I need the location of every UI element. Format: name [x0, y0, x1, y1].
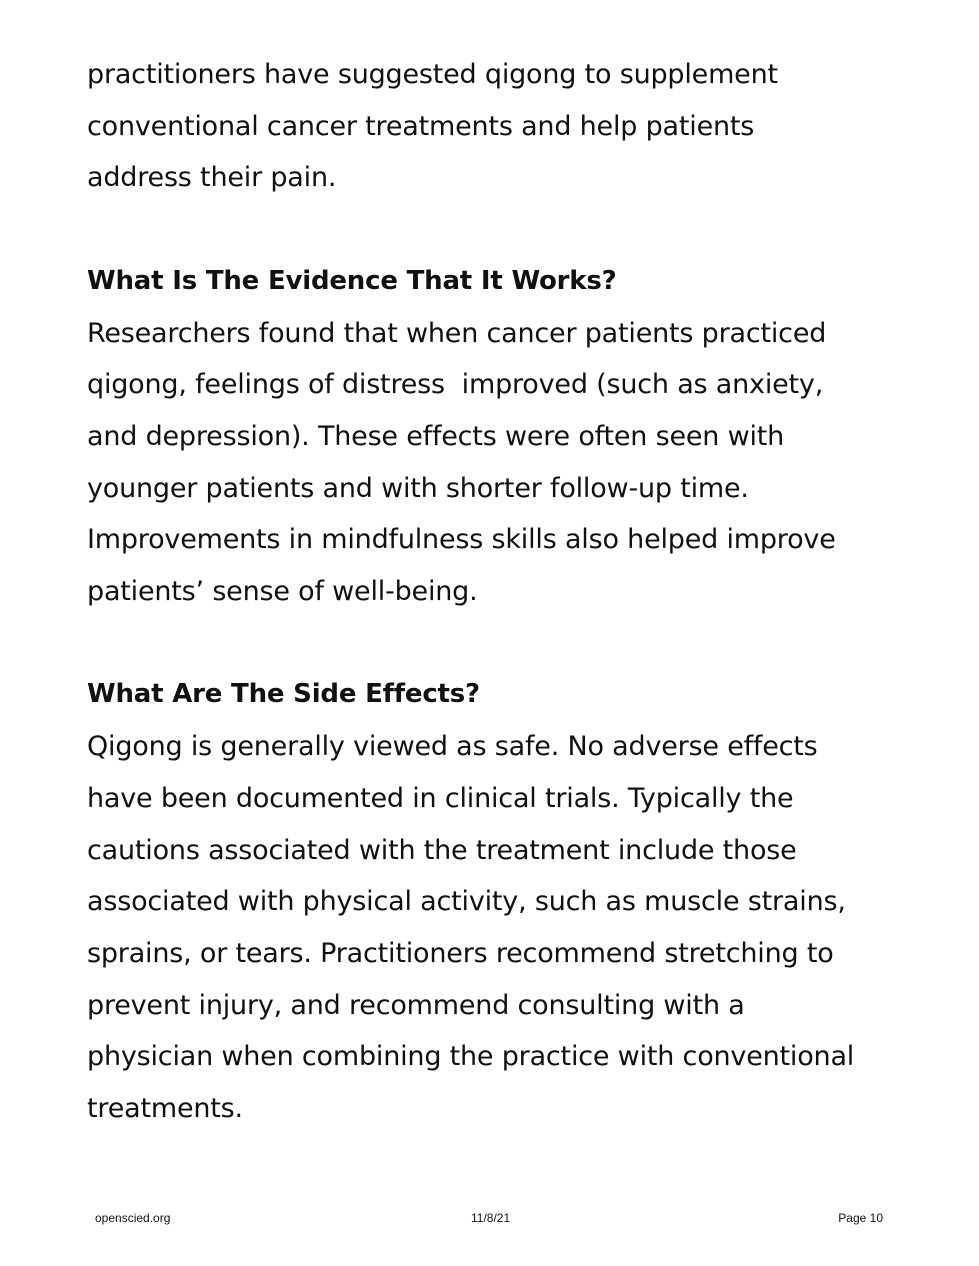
text-line: cautions associated with the treatment include those — [87, 834, 797, 866]
text-line: qigong, feelings of distress improved (such as anxiety, — [87, 369, 824, 401]
evidence-paragraph — [87, 308, 907, 618]
text-line: conventional cancer treatments and help patients — [87, 110, 755, 142]
text-line: Improvements in mindfulness skills also helped improve — [87, 524, 836, 556]
text-line: younger patients and with shorter follow-up time. — [87, 472, 749, 504]
text-line: address their pain. — [87, 162, 337, 194]
text-line: associated with physical activity, such as muscle strains, — [87, 886, 846, 918]
footer-site: openscied.org — [95, 1211, 171, 1225]
text-line: patients’ sense of well-being. — [87, 576, 478, 608]
side-effects-paragraph — [87, 721, 907, 1135]
text-line: have been documented in clinical trials. Typically the — [87, 782, 794, 814]
text-line: sprains, or tears. Practitioners recommend stretching to — [87, 937, 834, 969]
text-line: physician when combining the practice with conventional — [87, 1041, 855, 1073]
document-body — [87, 49, 907, 1135]
text-line: and depression). These effects were often seen with — [87, 420, 785, 452]
text-line: prevent injury, and recommend consulting with a — [87, 989, 745, 1021]
footer-page-number: Page 10 — [838, 1211, 883, 1225]
text-line: Researchers found that when cancer patients practiced — [87, 317, 827, 349]
footer-date: 11/8/21 — [471, 1211, 511, 1225]
text-line: Qigong is generally viewed as safe. No adverse effects — [87, 731, 818, 763]
evidence-heading: What Is The Evidence That It Works? — [87, 265, 617, 296]
text-line: treatments. — [87, 1093, 243, 1125]
intro-paragraph — [87, 49, 907, 204]
page-footer — [0, 1211, 979, 1231]
text-line: practitioners have suggested qigong to supplement — [87, 59, 778, 90]
side-effects-heading: What Are The Side Effects? — [87, 679, 480, 710]
